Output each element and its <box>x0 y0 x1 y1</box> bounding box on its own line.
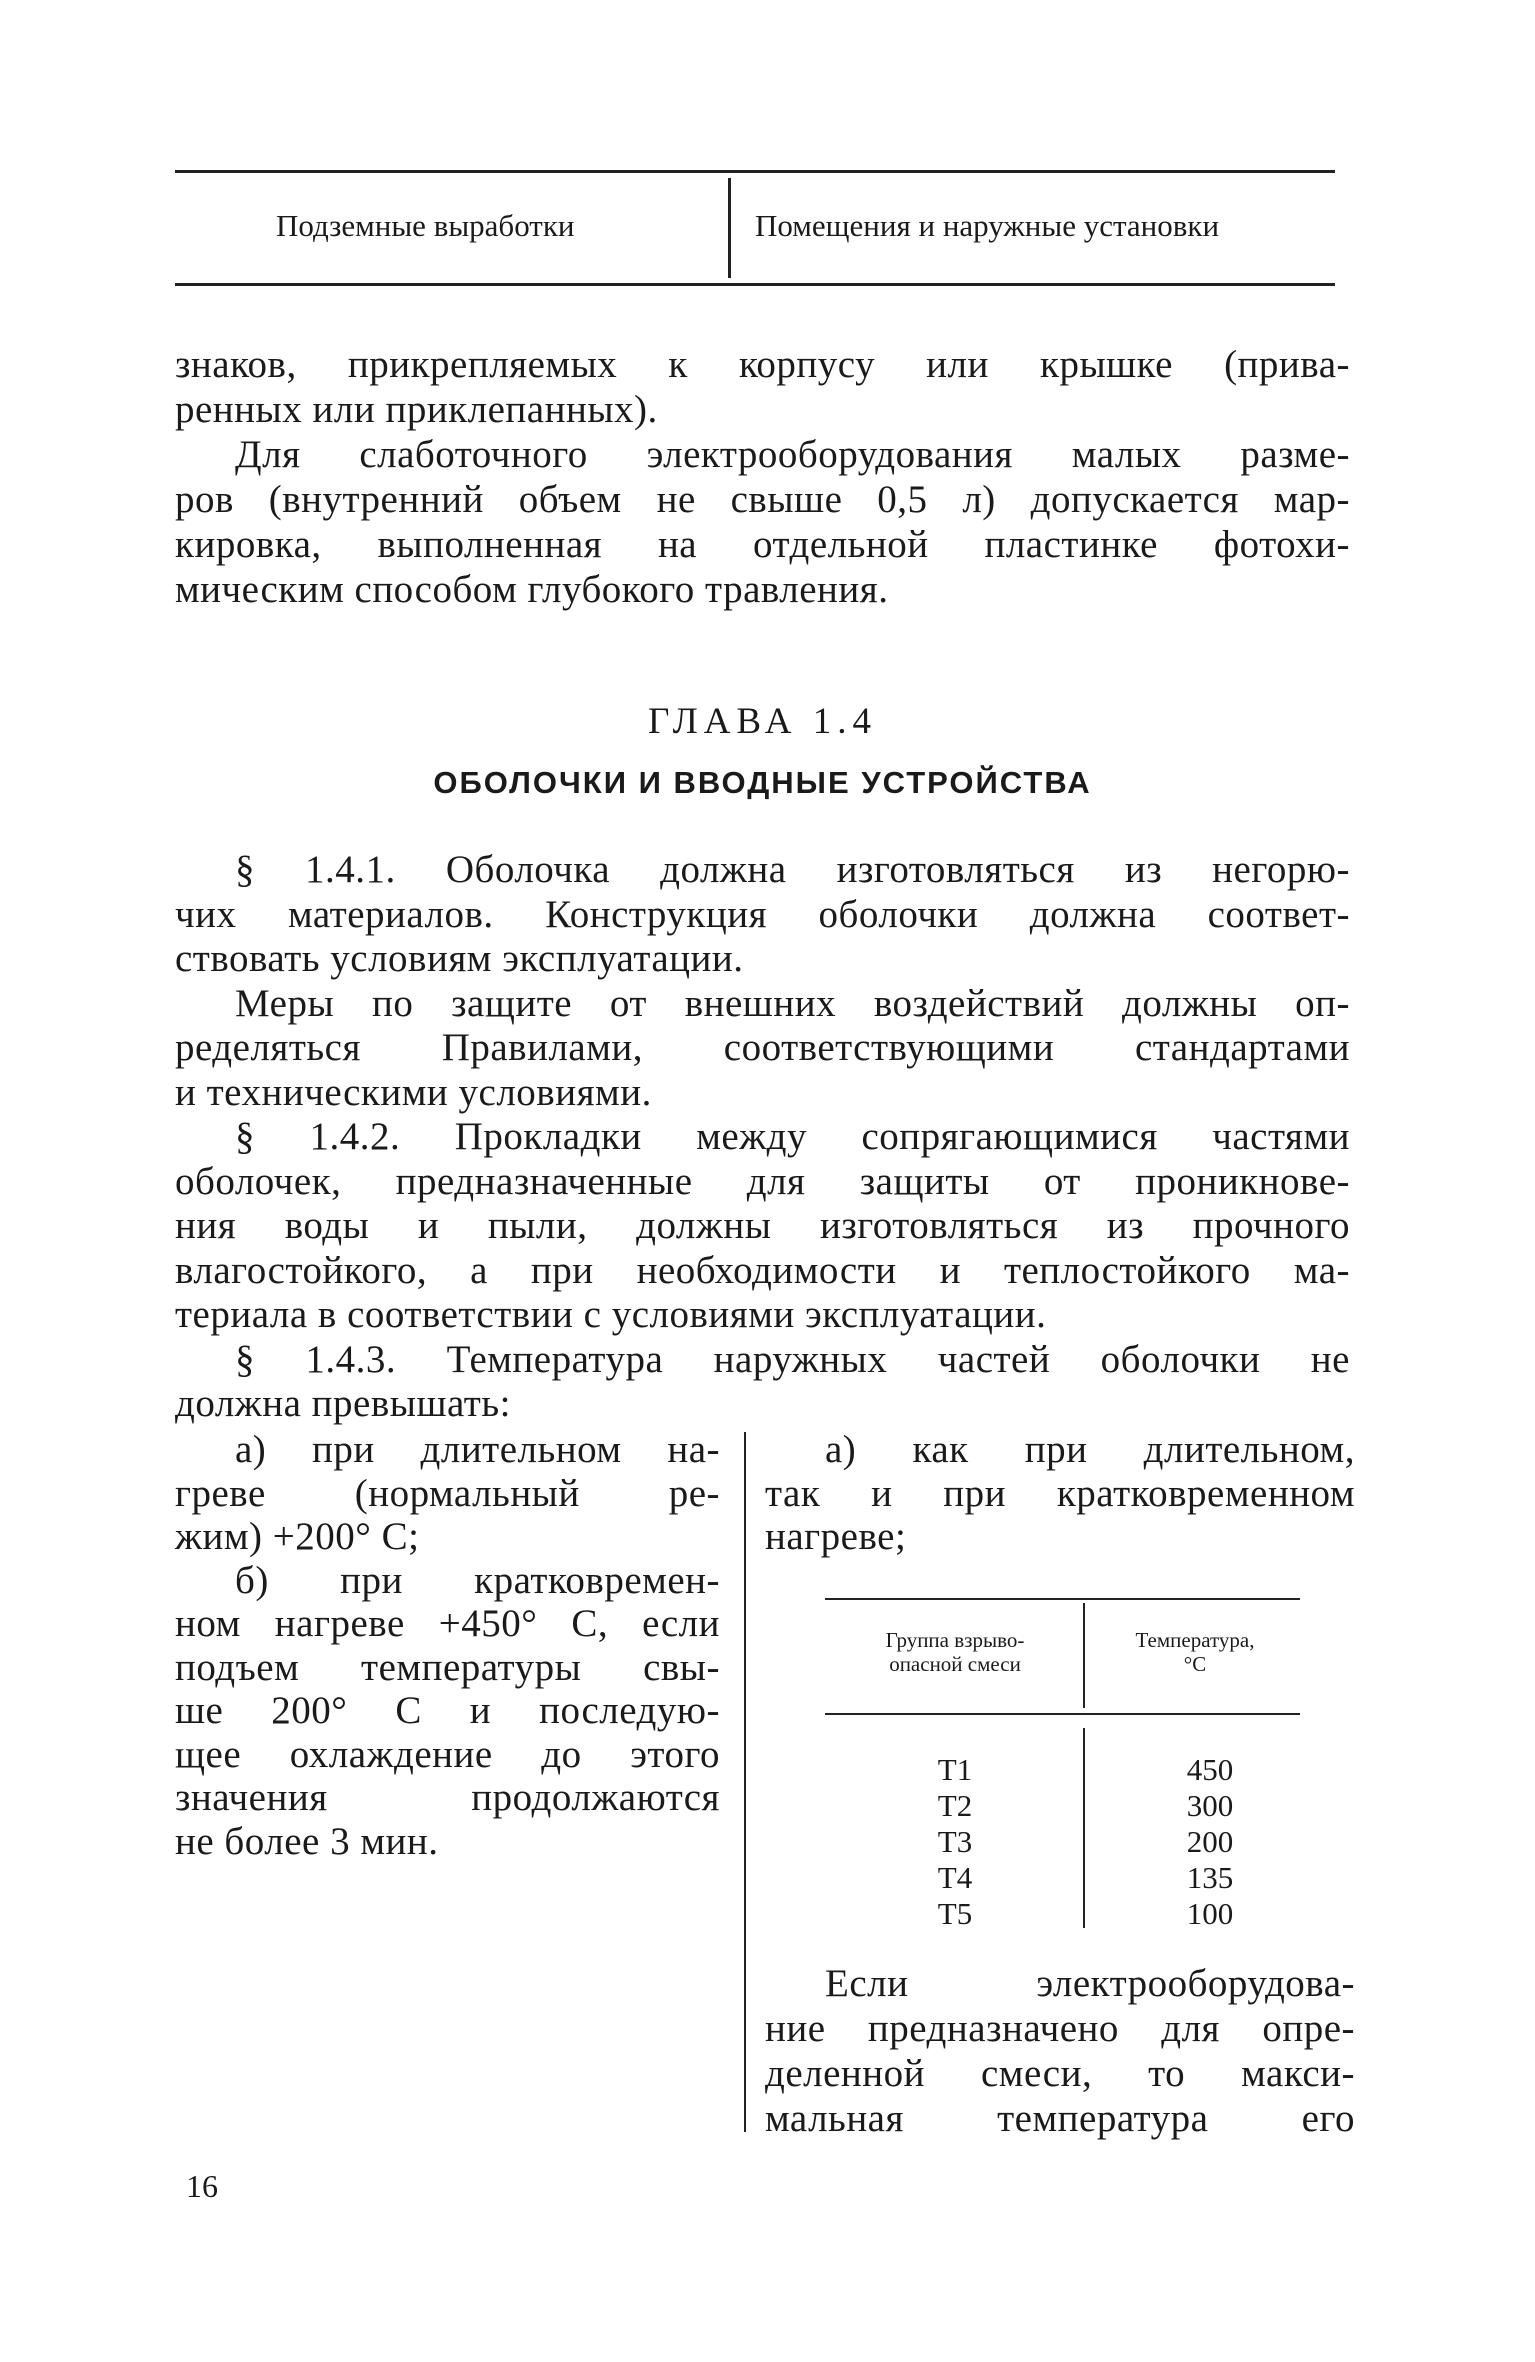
header-left-label: Подземные выработки <box>276 208 575 243</box>
table-top-rule <box>825 1598 1300 1600</box>
text-line: оболочек, предназначенные для защиты от проникнове- <box>175 1159 1350 1203</box>
header-right-label: Помещения и наружные установки <box>755 208 1220 243</box>
text-line: ствовать условиям эксплуатации. <box>175 937 744 980</box>
text-line: Для слаботочного электрооборудования малых разме- <box>235 433 1350 476</box>
table-cell-group: T2 <box>937 1788 973 1823</box>
text-line: ренных или приклепанных). <box>175 388 658 431</box>
table-body-divider <box>1083 1728 1085 1928</box>
header-top-rule <box>175 170 1335 173</box>
column-divider <box>744 1432 746 2132</box>
text-line: териала в соответствии с условиями эксплуатации. <box>175 1293 1047 1336</box>
text-line: Меры по защите от внешних воздействий должны оп- <box>235 981 1350 1025</box>
text-line: чих материалов. Конструкция оболочки должна соответ- <box>175 892 1350 936</box>
text-line: § 1.4.2. Прокладки между сопрягающимися частями <box>235 1115 1350 1158</box>
table-cell-group: T5 <box>937 1896 973 1931</box>
table-cell-group: T1 <box>937 1752 973 1787</box>
text-line: деленной смеси, то макси- <box>765 2052 1355 2095</box>
text-line: и техническими условиями. <box>175 1070 652 1114</box>
table-header-group: Группа взрыво- опасной смеси <box>885 1628 1025 1676</box>
text-line: ров (внутренний объем не свыше 0,5 л) допускается мар- <box>175 478 1350 521</box>
text-line: Если электрооборудова- <box>825 1962 1355 2005</box>
page-number: 16 <box>186 2168 218 2204</box>
table-cell-temperature: 100 <box>1186 1896 1234 1931</box>
table-cell-temperature: 135 <box>1186 1860 1234 1895</box>
text-line: ния воды и пыли, должны изготовляться из прочного <box>175 1204 1350 1247</box>
text-line: б) при кратковремен- <box>235 1558 720 1602</box>
text-line: нагреве; <box>765 1515 907 1558</box>
text-line: а) как при длительном, <box>825 1428 1355 1471</box>
text-line: мическим способом глубокого травления. <box>175 568 889 611</box>
text-line: ном нагреве +450° С, если <box>175 1602 720 1645</box>
table-header-temperature: Температура, °C <box>1135 1628 1255 1676</box>
text-line: § 1.4.1. Оболочка должна изготовляться из негорю- <box>235 848 1350 891</box>
text-line: а) при длительном на- <box>235 1428 720 1471</box>
text-line: подъем температуры свы- <box>175 1645 720 1689</box>
text-line: должна превышать: <box>175 1382 511 1425</box>
table-cell-temperature: 200 <box>1186 1824 1234 1859</box>
text-line: греве (нормальный ре- <box>175 1471 720 1515</box>
chapter-title: ОБОЛОЧКИ И ВВОДНЫЕ УСТРОЙСТВА <box>433 765 1092 800</box>
text-line: жим) +200° С; <box>175 1515 420 1558</box>
table-header-divider <box>1083 1603 1085 1708</box>
table-cell-temperature: 300 <box>1186 1788 1234 1823</box>
text-line: ние предназначено для опре- <box>765 2007 1355 2050</box>
text-line: влагостойкого, а при необходимости и теплостойкого ма- <box>175 1248 1350 1292</box>
text-line: ше 200° С и последую- <box>175 1689 720 1732</box>
text-line: мальная температура его <box>765 2097 1355 2140</box>
table-header-rule <box>825 1713 1300 1715</box>
text-line: так и при кратковременном <box>765 1471 1355 1515</box>
header-divider <box>728 178 731 278</box>
text-line: не более 3 мин. <box>175 1819 439 1863</box>
header-bottom-rule <box>175 283 1335 286</box>
text-line: щее охлаждение до этого <box>175 1732 720 1776</box>
text-line: кировка, выполненная на отдельной пластинке фотохи- <box>175 523 1350 566</box>
text-line: знаков, прикрепляемых к корпусу или крышке (прива- <box>175 343 1350 386</box>
text-line: значения продолжаются <box>175 1776 720 1819</box>
table-cell-temperature: 450 <box>1186 1752 1234 1787</box>
table-cell-group: T4 <box>937 1860 973 1895</box>
chapter-number: ГЛАВА 1.4 <box>648 701 877 742</box>
text-line: ределяться Правилами, соответствующими стандартами <box>175 1026 1350 1069</box>
table-cell-group: T3 <box>937 1824 973 1859</box>
text-line: § 1.4.3. Температура наружных частей оболочки не <box>235 1337 1350 1381</box>
